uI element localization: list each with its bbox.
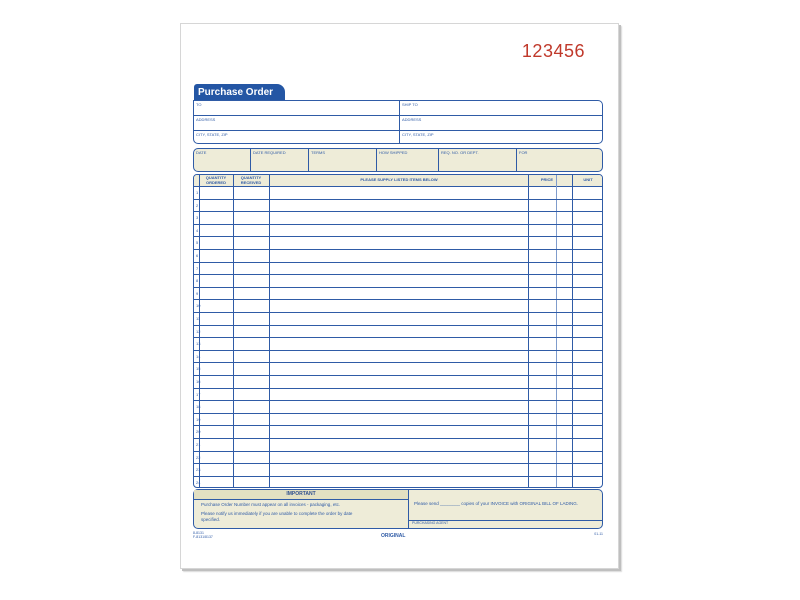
invoice-instructions: Please send ________ copies of your INVOICE with ORIGINAL BILL OF LADING. <box>414 501 578 506</box>
copy-label: ORIGINAL <box>381 533 406 539</box>
row-number: 16 <box>196 379 201 384</box>
date-label: DATE <box>196 150 207 155</box>
row-line <box>194 299 602 300</box>
row-line <box>194 274 602 275</box>
row-number: 7 <box>196 265 199 271</box>
purchasing-agent-label: PURCHASING AGENT <box>412 521 449 525</box>
city-label-left: CITY, STATE, ZIP <box>196 132 228 137</box>
row-number: 8 <box>196 278 199 284</box>
row-number: 14 <box>196 353 201 359</box>
row-line <box>194 325 602 326</box>
form-title: Purchase Order <box>194 84 285 101</box>
important-heading: IMPORTANT <box>194 490 408 500</box>
address-section <box>193 100 603 144</box>
items-header <box>194 175 602 187</box>
row-line <box>194 375 602 376</box>
row-number: 22 <box>196 454 201 460</box>
row-number: 17 <box>196 391 201 397</box>
for-field <box>517 149 602 171</box>
req-no-field <box>439 149 517 171</box>
qty-received-header: QUANTITY RECEIVED <box>240 175 262 185</box>
row-number: 18 <box>196 404 201 410</box>
address-label-left: ADDRESS <box>196 117 216 122</box>
row-number: 1 <box>196 190 199 195</box>
row-number: 10 <box>196 303 201 309</box>
to-label: TO <box>196 102 202 107</box>
row-line <box>194 249 602 250</box>
form-code <box>193 531 213 539</box>
row-number: 9 <box>196 290 199 296</box>
important-line-3: specified. <box>201 517 221 522</box>
row-number: 5 <box>196 240 199 246</box>
row-line <box>194 362 602 363</box>
form-code-line-1: 8-8131 <box>193 531 204 535</box>
unit-header: UNIT <box>583 177 593 182</box>
row-line <box>194 350 602 351</box>
city-label-right: CITY, STATE, ZIP <box>402 132 434 137</box>
qty-ordered-header: QUANTITY ORDERED <box>205 175 227 185</box>
price-unit-divider <box>572 175 573 487</box>
date-required-label: DATE REQUIRED <box>253 150 286 155</box>
row-number: 6 <box>196 253 199 258</box>
terms-field <box>309 149 377 171</box>
bottom-section <box>193 489 603 529</box>
date-field <box>194 149 251 171</box>
row-line <box>194 463 602 464</box>
row-line <box>194 224 602 225</box>
address-label-right: ADDRESS <box>402 117 422 122</box>
row-line <box>194 337 602 338</box>
to-row <box>194 101 602 116</box>
city-row <box>194 131 602 145</box>
row-line <box>194 236 602 237</box>
row-number: 3 <box>196 215 199 221</box>
form-number: 123456 <box>521 41 585 61</box>
description-header: PLEASE SUPPLY LISTED ITEMS BELOW <box>360 177 438 182</box>
row-line <box>194 199 602 200</box>
qty-divider <box>233 175 234 487</box>
row-number: 11 <box>196 316 201 321</box>
description-divider-left <box>269 175 270 487</box>
price-header: PRICE <box>540 177 554 182</box>
how-shipped-label: HOW SHIPPED <box>379 150 408 155</box>
how-shipped-field <box>377 149 439 171</box>
row-line <box>194 287 602 288</box>
ship-to-label: SHIP TO <box>402 102 418 107</box>
row-line <box>194 312 602 313</box>
for-label: FOR <box>519 150 528 155</box>
row-line <box>194 262 602 263</box>
form-code-line-2: F-8131/8137 <box>193 535 213 539</box>
row-line <box>194 476 602 477</box>
purchase-order-form <box>180 23 619 569</box>
important-line-1: Purchase Order Number must appear on all invoices - packaging, etc. <box>201 502 341 507</box>
print-code: 01-11 <box>594 532 603 536</box>
bottom-divider <box>408 490 409 528</box>
terms-label: TERMS <box>311 150 325 155</box>
row-number: 20 <box>196 429 201 435</box>
items-table <box>193 174 603 488</box>
row-number: 13 <box>196 341 201 347</box>
row-number: 19 <box>196 416 201 422</box>
row-number: 15 <box>196 366 201 372</box>
row-line <box>194 388 602 389</box>
row-number: 24 <box>196 479 201 485</box>
req-no-label: REQ. NO. OR DEPT. <box>441 150 479 155</box>
row-line <box>194 211 602 212</box>
row-line <box>194 438 602 439</box>
row-number: 12 <box>196 328 201 334</box>
row-line <box>194 451 602 452</box>
row-number: 21 <box>196 442 201 447</box>
order-info-row <box>193 148 603 172</box>
important-line-2: Please notify us immediately if you are unable to complete the order by date <box>201 511 353 516</box>
row-line <box>194 413 602 414</box>
address-row <box>194 116 602 131</box>
row-line <box>194 425 602 426</box>
row-number: 4 <box>196 227 199 233</box>
row-line <box>194 400 602 401</box>
row-number: 2 <box>196 202 199 208</box>
price-cents-divider <box>556 175 557 487</box>
row-number: 23 <box>196 467 201 473</box>
description-divider-right <box>528 175 529 487</box>
date-required-field <box>251 149 309 171</box>
